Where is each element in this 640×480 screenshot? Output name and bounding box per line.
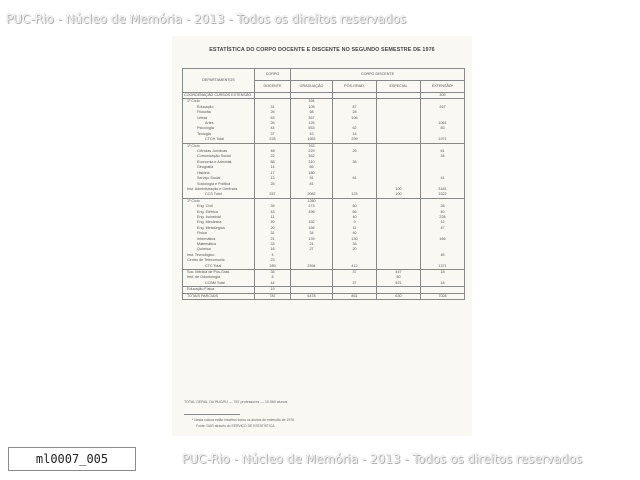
row-cell: 21 [291, 242, 333, 247]
row-cell: 68 [291, 110, 333, 115]
row-cell: 36 [333, 242, 377, 247]
row-cell: 43 [291, 132, 333, 137]
watermark-top: PUC-Rio - Núcleo de Memória - 2013 - Todos os direitos reservados [6, 12, 407, 26]
row-cell: 88 [255, 160, 291, 165]
row-cell: 33 [255, 242, 291, 247]
row-cell: 17 [255, 171, 291, 176]
header-docente: DOCENTE [255, 81, 291, 93]
row-label: CTCH Total [183, 137, 255, 143]
row-cell: 37 [333, 281, 377, 287]
row-cell: 496 [291, 210, 333, 215]
row-cell: 23 [255, 258, 291, 263]
row-cell: 1662 [291, 137, 333, 143]
row-label: Matemática [183, 242, 255, 247]
row-cell: 20 [333, 247, 377, 252]
row-cell: 1061 [421, 121, 465, 126]
row-cell: 1280 [291, 198, 333, 204]
row-cell: 41 [421, 176, 465, 181]
row-cell: 34 [291, 231, 333, 236]
row-label: Ciências Jurídicas [183, 149, 255, 154]
row-label: Comunicação Social [183, 154, 255, 159]
row-label: Soc. Médica de Pós-Grad. [183, 270, 255, 276]
row-cell: 7028 [421, 293, 465, 299]
row-cell: 61 [421, 149, 465, 154]
row-cell: 180 [291, 171, 333, 176]
row-cell: 14 [333, 132, 377, 137]
row-cell: 125 [291, 121, 333, 126]
row-cell: 61 [333, 176, 377, 181]
row-cell: 273 [291, 204, 333, 209]
row-label: Artes [183, 121, 255, 126]
row-cell: 228 [255, 137, 291, 143]
row-label: Eng. Civil [183, 204, 255, 209]
row-label: TOTAIS PARCIAIS [183, 293, 255, 299]
row-cell: 60 [333, 204, 377, 209]
row-cell: 1371 [421, 264, 465, 270]
row-cell: 18 [421, 270, 465, 276]
statistics-table [182, 68, 465, 300]
document-page [172, 36, 472, 436]
row-cell: 13 [255, 176, 291, 181]
row-cell: 39 [255, 204, 291, 209]
total-geral: TOTAL GERAL DA PUC/RJ — 787 professores — 15.569 alunos [184, 400, 288, 404]
row-cell: 47 [421, 226, 465, 231]
row-cell: 9 [333, 220, 377, 225]
row-cell: 25 [255, 182, 291, 187]
row-cell: 14 [255, 165, 291, 170]
row-cell: 16 [255, 247, 291, 252]
row-cell: 8 [255, 275, 291, 280]
row-cell: 34 [421, 154, 465, 159]
row-cell: 40 [333, 215, 377, 220]
row-label: Eng. Industrial [183, 215, 255, 220]
row-cell: 229 [291, 149, 333, 154]
row-cell: 21 [255, 237, 291, 242]
row-cell: 123 [333, 192, 377, 198]
row-cell: 19 [255, 287, 291, 293]
row-cell: 166 [421, 237, 465, 242]
row-cell: 257 [255, 192, 291, 198]
row-cell: 299 [333, 137, 377, 143]
row-cell: 553 [291, 126, 333, 131]
header-corpo-discente: CORPO DISCENTE [291, 69, 465, 81]
row-cell: 87 [333, 105, 377, 110]
row-cell: 44 [255, 126, 291, 131]
row-cell: 1971 [421, 137, 465, 143]
row-label: Economia e Administ. [183, 160, 255, 165]
row-label: Letras [183, 116, 255, 121]
watermark-bottom: PUC-Rio - Núcleo de Memória - 2013 - Todos os direitos reservados [182, 452, 583, 466]
row-label: CCBM Total [183, 281, 255, 287]
row-cell: 309 [421, 93, 465, 99]
row-cell: 36 [333, 160, 377, 165]
row-cell: 100 [377, 187, 421, 192]
row-cell: 44 [255, 281, 291, 287]
row-cell: 46 [421, 253, 465, 258]
table-body [183, 93, 465, 300]
row-label: COORDENAÇÃO CURSOS EXTENSÃO [183, 93, 255, 99]
row-cell: 37 [333, 270, 377, 276]
row-cell: 100 [377, 192, 421, 198]
row-label: Educação Física [183, 287, 255, 293]
row-cell: 2594 [291, 264, 333, 270]
row-cell: 37 [255, 132, 291, 137]
row-cell: 83 [421, 126, 465, 131]
row-label: 1º Ciclo [183, 99, 255, 105]
row-cell: 81 [291, 182, 333, 187]
header-pos-grad: PÓS-GRAD. [333, 81, 377, 93]
row-label: Química [183, 247, 255, 252]
row-cell: 11 [333, 226, 377, 231]
row-cell: 2082 [291, 192, 333, 198]
row-label: Inst. Tecnológico [183, 253, 255, 258]
row-label: 1º Ciclo [183, 143, 255, 149]
row-label: Centro de Telecomunic. [183, 258, 255, 263]
row-cell: 362 [291, 154, 333, 159]
row-cell: 394 [291, 99, 333, 105]
row-cell: 289 [255, 264, 291, 270]
row-cell: 26 [255, 110, 291, 115]
row-cell: 130 [333, 237, 377, 242]
row-cell: 367 [291, 116, 333, 121]
row-label: CCS Total [183, 192, 255, 198]
row-cell: 447 [377, 270, 421, 276]
row-label: Física [183, 231, 255, 236]
row-cell: 106 [333, 116, 377, 121]
row-label: Serviço Social [183, 176, 255, 181]
row-cell: 40 [255, 220, 291, 225]
header-graduacao: GRADUAÇÃO [291, 81, 333, 93]
row-label: Psicologia [183, 126, 255, 131]
row-cell: 12 [421, 220, 465, 225]
row-label: Eng. Metalúrgica [183, 226, 255, 231]
row-cell: 40 [333, 231, 377, 236]
row-cell: 27 [291, 247, 333, 252]
row-cell: 787 [255, 293, 291, 299]
row-cell: 80 [377, 275, 421, 280]
row-cell: 521 [377, 281, 421, 287]
row-cell: 6478 [291, 293, 333, 299]
table-row [183, 293, 465, 299]
row-cell: 28 [333, 110, 377, 115]
row-cell: 861 [333, 293, 377, 299]
footnote-1: * Nesta coluna estão inscritos todos os alunos de extensão de 1976 [192, 418, 294, 422]
row-cell: 40 [421, 210, 465, 215]
row-cell: 11 [255, 215, 291, 220]
row-cell: 91 [291, 176, 333, 181]
row-cell: 228 [421, 215, 465, 220]
row-cell: 3181 [421, 187, 465, 192]
header-especial: ESPECIAL [377, 81, 421, 93]
row-cell: 62 [333, 126, 377, 131]
row-label: Educação [183, 105, 255, 110]
document-title: ESTATÍSTICA DO CORPO DOCENTE E DISCENTE NO SEGUNDO SEMESTRE DE 1976 [209, 47, 435, 53]
row-cell: 36 [255, 270, 291, 276]
row-cell: 267 [421, 105, 465, 110]
row-label: Inst. Administração e Gerência [183, 187, 255, 192]
row-cell: 412 [333, 264, 377, 270]
row-cell: 20 [255, 226, 291, 231]
row-label: Sociologia e Política [183, 182, 255, 187]
row-label: Eng. Elétrica [183, 210, 255, 215]
header-corpo: CORPO [255, 69, 291, 81]
row-cell: 28 [421, 204, 465, 209]
footnote-2: Fonte: DAR através do SERVIÇO DE ESTATÍSTICA [196, 424, 275, 428]
row-label: Filosofia [183, 110, 255, 115]
footnote-divider [184, 414, 240, 415]
row-label: História [183, 171, 255, 176]
row-cell: 4 [255, 253, 291, 258]
row-cell: 3322 [421, 192, 465, 198]
row-cell: 63 [255, 116, 291, 121]
row-cell: 22 [255, 154, 291, 159]
row-cell: 763 [291, 143, 333, 149]
document-code-label: ml0007_005 [8, 447, 136, 471]
row-cell: 310 [291, 160, 333, 165]
row-cell: 156 [291, 226, 333, 231]
row-cell: 66 [333, 210, 377, 215]
row-cell: 43 [255, 210, 291, 215]
row-cell: 31 [255, 105, 291, 110]
row-cell: 48 [255, 149, 291, 154]
row-cell: 66 [291, 165, 333, 170]
row-label: 1º Ciclo [183, 198, 255, 204]
row-cell: 26 [333, 149, 377, 154]
header-departamentos: DEPARTAMENTOS [183, 69, 255, 93]
row-cell: 630 [377, 293, 421, 299]
row-cell: 18 [421, 281, 465, 287]
row-cell: 139 [291, 237, 333, 242]
row-label: Inst. de Odontologia [183, 275, 255, 280]
row-cell: 192 [291, 220, 333, 225]
header-extensao: EXTENSÃO* [421, 81, 465, 93]
row-cell: 26 [255, 121, 291, 126]
row-label: Geografia [183, 165, 255, 170]
row-label: Eng. Mecânica [183, 220, 255, 225]
row-cell: 105 [291, 105, 333, 110]
row-label: Informática [183, 237, 255, 242]
row-label: Teologia [183, 132, 255, 137]
row-label: CTC Total [183, 264, 255, 270]
row-cell: 31 [255, 231, 291, 236]
